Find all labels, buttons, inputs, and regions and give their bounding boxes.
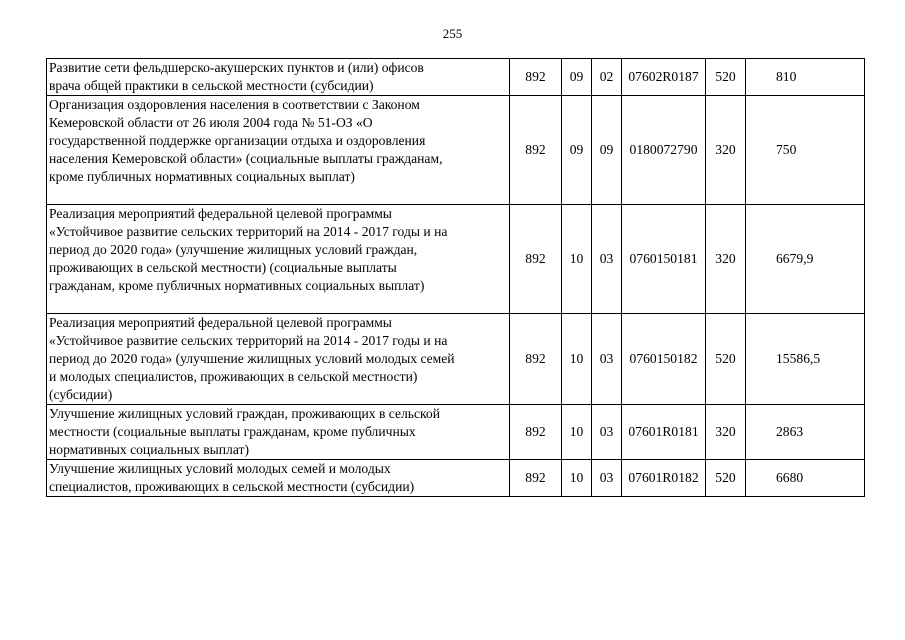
expense-type-code: 320 (706, 205, 746, 314)
description-line (49, 186, 507, 204)
amount-cell: 810 (746, 59, 865, 96)
section-code: 09 (562, 96, 592, 205)
subsection-code: 03 (592, 205, 622, 314)
amount-cell: 2863 (746, 405, 865, 460)
amount-cell: 15586,5 (746, 314, 865, 405)
expense-type-code: 320 (706, 405, 746, 460)
description-line: проживающих в сельской местности) (социальные выплаты (49, 260, 397, 275)
grbs-code: 892 (510, 405, 562, 460)
description-line: период до 2020 года» (улучшение жилищных условий молодых семей (49, 351, 455, 366)
target-article-code: 0760150182 (622, 314, 706, 405)
table-row (47, 460, 865, 497)
description-line: врача общей практики в сельской местности (субсидии) (49, 78, 374, 93)
section-code: 10 (562, 460, 592, 497)
description-line: (субсидии) (49, 387, 113, 402)
description-line: Улучшение жилищных условий граждан, проживающих в сельской (49, 406, 440, 421)
grbs-code: 892 (510, 205, 562, 314)
description-line: и молодых специалистов, проживающих в сельской местности) (49, 369, 418, 384)
section-code: 10 (562, 205, 592, 314)
table-row (47, 59, 865, 96)
grbs-code: 892 (510, 460, 562, 497)
description-line: специалистов, проживающих в сельской местности (субсидии) (49, 479, 415, 494)
table-row (47, 205, 865, 314)
subsection-code: 03 (592, 314, 622, 405)
target-article-code: 0180072790 (622, 96, 706, 205)
row-description (47, 205, 510, 314)
amount-cell: 750 (746, 96, 865, 205)
table-row (47, 96, 865, 205)
description-line: Реализация мероприятий федеральной целевой программы (49, 206, 392, 221)
expense-type-code: 520 (706, 314, 746, 405)
budget-table (46, 58, 865, 497)
description-line: населения Кемеровской области» (социальные выплаты гражданам, (49, 151, 443, 166)
description-line: государственной поддержке организации отдыха и оздоровления (49, 133, 426, 148)
subsection-code: 03 (592, 405, 622, 460)
description-line: местности (социальные выплаты гражданам, кроме публичных (49, 424, 416, 439)
description-line: Реализация мероприятий федеральной целевой программы (49, 315, 392, 330)
section-code: 10 (562, 405, 592, 460)
description-line: Развитие сети фельдшерско-акушерских пунктов и (или) офисов (49, 60, 424, 75)
description-line: Кемеровской области от 26 июля 2004 года № 51-ОЗ «О (49, 115, 373, 130)
subsection-code: 03 (592, 460, 622, 497)
expense-type-code: 520 (706, 460, 746, 497)
row-description (47, 405, 510, 460)
table-row (47, 314, 865, 405)
row-description (47, 59, 510, 96)
row-description (47, 314, 510, 405)
page-number: 255 (442, 26, 463, 41)
section-code: 09 (562, 59, 592, 96)
amount-cell: 6680 (746, 460, 865, 497)
description-line: гражданам, кроме публичных нормативных социальных выплат) (49, 278, 425, 293)
target-article-code: 07601R0181 (622, 405, 706, 460)
description-line: кроме публичных нормативных социальных выплат) (49, 169, 355, 184)
budget-table-body (47, 59, 865, 497)
expense-type-code: 520 (706, 59, 746, 96)
subsection-code: 02 (592, 59, 622, 96)
amount-cell: 6679,9 (746, 205, 865, 314)
section-code: 10 (562, 314, 592, 405)
row-description (47, 96, 510, 205)
grbs-code: 892 (510, 59, 562, 96)
description-line: Улучшение жилищных условий молодых семей и молодых (49, 461, 391, 476)
description-line (49, 295, 507, 313)
description-line: нормативных социальных выплат) (49, 442, 249, 457)
subsection-code: 09 (592, 96, 622, 205)
description-line: «Устойчивое развитие сельских территорий на 2014 - 2017 годы и на (49, 224, 448, 239)
description-line: Организация оздоровления населения в соответствии с Законом (49, 97, 420, 112)
description-line: период до 2020 года» (улучшение жилищных условий граждан, (49, 242, 418, 257)
description-line: «Устойчивое развитие сельских территорий на 2014 - 2017 годы и на (49, 333, 448, 348)
row-description (47, 460, 510, 497)
expense-type-code: 320 (706, 96, 746, 205)
target-article-code: 07602R0187 (622, 59, 706, 96)
target-article-code: 0760150181 (622, 205, 706, 314)
target-article-code: 07601R0182 (622, 460, 706, 497)
table-row (47, 405, 865, 460)
grbs-code: 892 (510, 314, 562, 405)
grbs-code: 892 (510, 96, 562, 205)
